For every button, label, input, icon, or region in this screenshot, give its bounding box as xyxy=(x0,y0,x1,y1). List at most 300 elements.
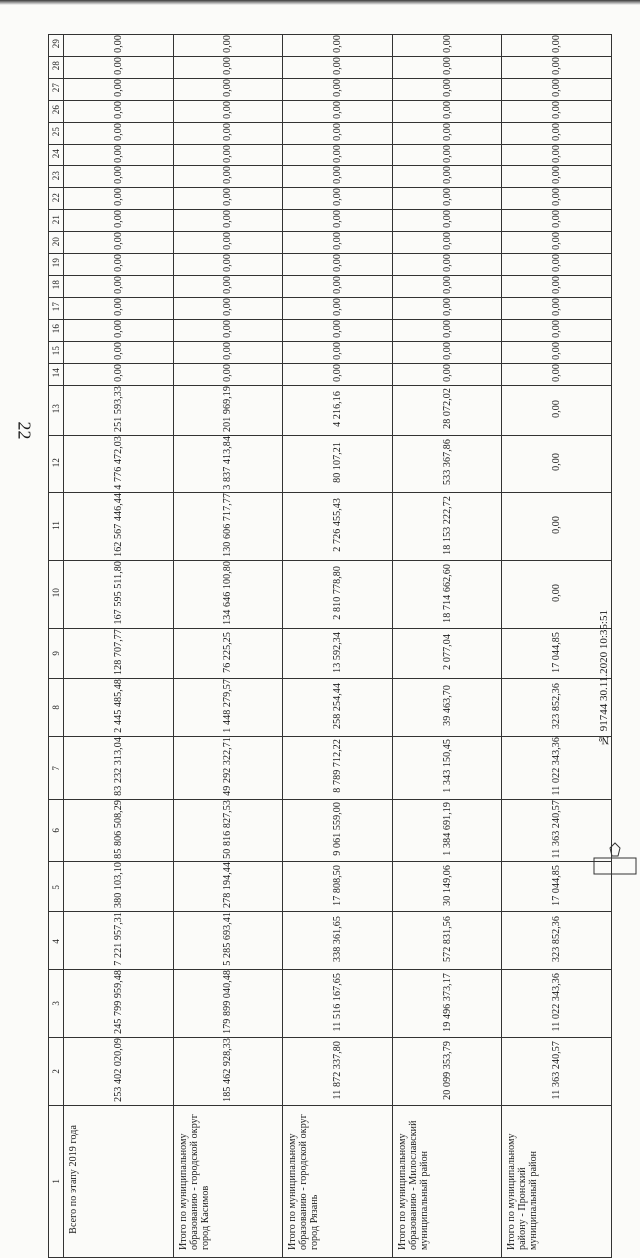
value-cell xyxy=(392,363,502,385)
value-cell xyxy=(64,210,174,232)
value-cell xyxy=(283,35,393,57)
value-text: 80 107,21 xyxy=(331,441,343,483)
value-text: 0,00 xyxy=(551,188,563,207)
table-row xyxy=(49,736,612,799)
value-text: 17 044,85 xyxy=(551,864,563,906)
value-text: 0,00 xyxy=(551,166,563,185)
value-text: 0,00 xyxy=(331,78,343,97)
value-text: 0,00 xyxy=(331,363,343,382)
value-cell xyxy=(173,144,283,166)
value-cell xyxy=(283,363,393,385)
column-number xyxy=(49,385,64,435)
value-cell xyxy=(502,254,612,276)
value-text: 9 061 559,00 xyxy=(331,802,343,856)
value-cell xyxy=(173,629,283,679)
value-text: 0,00 xyxy=(222,35,234,53)
value-text: 17 044,85 xyxy=(551,631,563,673)
column-number-label: 8 xyxy=(51,705,61,710)
column-number-label: 26 xyxy=(51,105,61,115)
value-cell xyxy=(283,862,393,912)
value-text: 0,00 xyxy=(441,275,453,294)
table-row xyxy=(49,435,612,493)
value-cell xyxy=(64,799,174,862)
column-number-label: 24 xyxy=(51,148,61,159)
value-cell xyxy=(173,435,283,493)
table-row xyxy=(49,799,612,862)
value-cell xyxy=(502,736,612,799)
column-number xyxy=(49,210,64,232)
value-text: 162 567 446,44 xyxy=(112,493,124,558)
value-cell xyxy=(392,78,502,100)
value-cell xyxy=(173,35,283,57)
value-text: 0,00 xyxy=(331,275,343,294)
value-text: 0,00 xyxy=(112,232,124,251)
value-cell xyxy=(502,679,612,737)
table-row xyxy=(49,319,612,341)
row-label-cell xyxy=(392,1105,502,1257)
value-cell xyxy=(173,122,283,144)
value-text: 0,00 xyxy=(551,341,563,360)
value-cell xyxy=(64,435,174,493)
value-cell xyxy=(502,561,612,629)
value-cell xyxy=(64,970,174,1038)
value-cell xyxy=(283,188,393,210)
value-text: 0,00 xyxy=(551,275,563,294)
value-cell xyxy=(283,799,393,862)
value-text: 0,00 xyxy=(222,188,234,207)
table-row xyxy=(49,970,612,1038)
value-text: 3 837 413,84 xyxy=(222,435,234,490)
table-row xyxy=(49,363,612,385)
value-cell xyxy=(502,319,612,341)
value-text: 83 232 313,04 xyxy=(112,736,124,796)
table-row xyxy=(49,232,612,254)
column-number xyxy=(49,629,64,679)
value-text: 17 808,50 xyxy=(331,864,343,906)
value-text: 380 103,10 xyxy=(112,862,124,909)
value-text: 0,00 xyxy=(112,297,124,316)
column-number xyxy=(49,493,64,561)
column-number xyxy=(49,862,64,912)
value-cell xyxy=(173,363,283,385)
value-cell xyxy=(392,210,502,232)
value-cell xyxy=(502,1037,612,1105)
column-number xyxy=(49,232,64,254)
value-cell xyxy=(173,232,283,254)
value-text: 0,00 xyxy=(112,275,124,294)
table-row xyxy=(49,385,612,435)
column-number xyxy=(49,122,64,144)
value-cell xyxy=(283,435,393,493)
row-label: Итого по муниципальному образованию - городской округ город Рязань xyxy=(287,1113,321,1250)
value-cell xyxy=(502,435,612,493)
value-text: 0,00 xyxy=(441,210,453,229)
column-number-label: 7 xyxy=(51,765,61,771)
column-number-label: 13 xyxy=(51,403,61,414)
value-cell xyxy=(173,341,283,363)
table-row xyxy=(49,35,612,57)
value-text: 13 592,34 xyxy=(331,631,343,673)
row-label: Итого по муниципальному району - Пронский муниципальный район xyxy=(506,1133,540,1250)
budget-table xyxy=(48,34,612,1250)
column-number xyxy=(49,561,64,629)
value-cell xyxy=(173,297,283,319)
value-cell xyxy=(283,275,393,297)
column-number xyxy=(49,912,64,970)
column-number xyxy=(49,736,64,799)
value-text: 0,00 xyxy=(222,297,234,316)
value-text: 0,00 xyxy=(331,319,343,338)
value-cell xyxy=(283,629,393,679)
table-row xyxy=(49,493,612,561)
value-text: 0,00 xyxy=(441,341,453,360)
value-text: 0,00 xyxy=(551,399,563,418)
value-text: 0,00 xyxy=(112,144,124,163)
column-number-label: 22 xyxy=(51,192,61,202)
row-label-cell xyxy=(502,1105,612,1257)
value-cell xyxy=(64,493,174,561)
column-number xyxy=(49,56,64,78)
value-text: 0,00 xyxy=(551,319,563,338)
column-number xyxy=(49,435,64,493)
value-text: 0,00 xyxy=(441,319,453,338)
value-text: 0,00 xyxy=(222,275,234,294)
value-cell xyxy=(392,736,502,799)
value-text: 0,00 xyxy=(331,210,343,229)
value-cell xyxy=(283,561,393,629)
value-text: 0,00 xyxy=(441,297,453,316)
table-row xyxy=(49,100,612,122)
value-text: 0,00 xyxy=(441,232,453,251)
column-number-label: 19 xyxy=(51,258,61,268)
value-text: 5 285 693,41 xyxy=(222,912,234,967)
value-text: 201 969,19 xyxy=(222,385,234,432)
value-text: 134 646 100,80 xyxy=(222,561,234,626)
value-cell xyxy=(283,736,393,799)
value-cell xyxy=(173,1037,283,1105)
value-text: 11 022 343,36 xyxy=(551,736,563,796)
value-text: 533 367,86 xyxy=(441,439,453,486)
value-cell xyxy=(502,56,612,78)
table-row xyxy=(49,144,612,166)
value-text: 0,00 xyxy=(551,297,563,316)
column-number-label: 29 xyxy=(51,39,61,49)
value-cell xyxy=(392,862,502,912)
value-cell xyxy=(392,35,502,57)
value-cell xyxy=(283,144,393,166)
value-text: 20 099 353,79 xyxy=(441,1040,453,1100)
value-cell xyxy=(64,122,174,144)
value-cell xyxy=(283,319,393,341)
stamp-emblem-icon xyxy=(590,840,640,878)
value-cell xyxy=(283,254,393,276)
value-text: 338 361,65 xyxy=(331,916,343,963)
value-text: 0,00 xyxy=(331,56,343,75)
table-row xyxy=(49,1037,612,1105)
value-text: 39 463,70 xyxy=(441,685,453,727)
value-cell xyxy=(392,232,502,254)
value-text: 0,00 xyxy=(331,254,343,272)
column-number-label: 28 xyxy=(51,61,61,71)
value-cell xyxy=(64,35,174,57)
value-cell xyxy=(283,166,393,188)
value-text: 0,00 xyxy=(551,453,563,472)
table-row xyxy=(49,679,612,737)
value-text: 323 852,36 xyxy=(551,916,563,963)
value-cell xyxy=(173,736,283,799)
registration-stamp xyxy=(590,840,640,878)
table-row xyxy=(49,56,612,78)
column-number xyxy=(49,970,64,1038)
table-row xyxy=(49,561,612,629)
table-row xyxy=(49,188,612,210)
value-cell xyxy=(64,341,174,363)
column-number-label: 12 xyxy=(51,457,61,467)
value-cell xyxy=(283,679,393,737)
value-text: 0,00 xyxy=(441,166,453,185)
table-row xyxy=(49,629,612,679)
value-cell xyxy=(502,385,612,435)
value-cell xyxy=(502,35,612,57)
column-number-label: 1 xyxy=(51,1179,61,1184)
column-number-label: 3 xyxy=(51,1001,61,1006)
value-text: 0,00 xyxy=(222,56,234,75)
value-text: 0,00 xyxy=(112,319,124,338)
column-number xyxy=(49,35,64,57)
value-cell xyxy=(64,363,174,385)
value-cell xyxy=(502,275,612,297)
value-text: 167 595 511,80 xyxy=(112,561,124,625)
value-cell xyxy=(283,122,393,144)
value-cell xyxy=(392,435,502,493)
value-cell xyxy=(173,385,283,435)
value-text: 4 216,16 xyxy=(331,390,343,427)
value-cell xyxy=(283,912,393,970)
value-text: 0,00 xyxy=(222,166,234,185)
value-text: 130 606 717,77 xyxy=(222,493,234,558)
row-label-cell xyxy=(173,1105,283,1257)
value-text: 0,00 xyxy=(112,78,124,97)
value-text: 0,00 xyxy=(331,188,343,207)
value-text: 0,00 xyxy=(222,254,234,272)
value-cell xyxy=(392,493,502,561)
value-cell xyxy=(392,912,502,970)
value-cell xyxy=(502,210,612,232)
page-number: 22 xyxy=(14,421,35,440)
table-row xyxy=(49,912,612,970)
value-text: 2 445 485,48 xyxy=(112,679,124,733)
value-text: 1 384 691,19 xyxy=(441,802,453,856)
value-cell xyxy=(173,254,283,276)
value-cell xyxy=(283,78,393,100)
value-text: 0,00 xyxy=(222,78,234,97)
value-text: 251 593,33 xyxy=(112,385,124,432)
value-cell xyxy=(283,297,393,319)
value-cell xyxy=(283,56,393,78)
value-text: 0,00 xyxy=(441,144,453,163)
table-row xyxy=(49,78,612,100)
value-cell xyxy=(64,254,174,276)
value-text: 0,00 xyxy=(441,254,453,272)
value-cell xyxy=(502,493,612,561)
value-text: 0,00 xyxy=(112,188,124,207)
value-cell xyxy=(283,341,393,363)
value-text: 0,00 xyxy=(551,254,563,272)
value-cell xyxy=(392,799,502,862)
value-cell xyxy=(502,970,612,1038)
value-cell xyxy=(283,1037,393,1105)
value-text: 4 776 472,03 xyxy=(112,435,124,490)
value-cell xyxy=(392,1037,502,1105)
value-cell xyxy=(283,970,393,1038)
value-text: 0,00 xyxy=(331,122,343,141)
value-text: 2 726 455,43 xyxy=(331,498,343,552)
column-number xyxy=(49,297,64,319)
value-text: 0,00 xyxy=(331,341,343,360)
value-text: 0,00 xyxy=(222,319,234,338)
column-number-label: 4 xyxy=(51,938,61,944)
value-text: 0,00 xyxy=(441,363,453,382)
value-cell xyxy=(502,232,612,254)
value-cell xyxy=(392,166,502,188)
value-cell xyxy=(173,493,283,561)
value-text: 0,00 xyxy=(551,584,563,603)
value-cell xyxy=(64,78,174,100)
row-label: Итого по муниципальному образованию - городской округ город Касимов xyxy=(177,1113,211,1250)
value-cell xyxy=(64,144,174,166)
column-number xyxy=(49,275,64,297)
column-number-label: 2 xyxy=(51,1069,61,1074)
column-number-label: 17 xyxy=(51,302,61,312)
value-text: 185 462 928,33 xyxy=(222,1037,234,1102)
value-cell xyxy=(502,166,612,188)
row-label-cell xyxy=(283,1105,393,1257)
value-text: 7 221 957,31 xyxy=(112,912,124,967)
value-text: 0,00 xyxy=(331,297,343,316)
value-cell xyxy=(392,275,502,297)
row-label: Всего по этапу 2019 года xyxy=(68,1125,79,1235)
value-cell xyxy=(283,493,393,561)
value-cell xyxy=(392,679,502,737)
table-row xyxy=(49,210,612,232)
value-text: 50 816 827,53 xyxy=(222,799,234,859)
value-text: 0,00 xyxy=(222,232,234,251)
registration-stamp-text: № 91744 30.11.2020 10:35:51 xyxy=(598,610,610,746)
value-text: 8 789 712,22 xyxy=(331,739,343,793)
value-text: 11 872 337,80 xyxy=(331,1040,343,1100)
value-text: 0,00 xyxy=(551,78,563,97)
value-text: 19 496 373,17 xyxy=(441,972,453,1032)
value-cell xyxy=(502,341,612,363)
value-text: 0,00 xyxy=(112,56,124,75)
value-cell xyxy=(283,385,393,435)
value-cell xyxy=(173,319,283,341)
value-cell xyxy=(64,275,174,297)
value-cell xyxy=(392,122,502,144)
value-cell xyxy=(64,679,174,737)
value-text: 0,00 xyxy=(331,166,343,185)
value-cell xyxy=(392,56,502,78)
value-text: 0,00 xyxy=(551,144,563,163)
value-cell xyxy=(64,100,174,122)
column-number xyxy=(49,100,64,122)
value-text: 0,00 xyxy=(441,100,453,119)
column-number xyxy=(49,166,64,188)
column-number-label: 23 xyxy=(51,170,61,180)
value-cell xyxy=(392,254,502,276)
table-row xyxy=(49,122,612,144)
value-text: 18 714 662,60 xyxy=(441,563,453,623)
column-number-label: 21 xyxy=(51,214,61,224)
scan-edge xyxy=(0,0,640,5)
value-text: 76 225,25 xyxy=(222,631,234,673)
value-text: 49 292 322,71 xyxy=(222,736,234,796)
value-cell xyxy=(392,629,502,679)
value-text: 0,00 xyxy=(551,56,563,75)
value-text: 0,00 xyxy=(112,341,124,360)
value-text: 0,00 xyxy=(112,210,124,229)
table-row xyxy=(49,1105,612,1257)
column-number-label: 18 xyxy=(51,280,61,290)
value-cell xyxy=(173,210,283,232)
row-label: Итого по муниципальному образованию - Милославский муниципальный район xyxy=(396,1120,430,1250)
value-text: 0,00 xyxy=(222,210,234,229)
value-text: 0,00 xyxy=(112,122,124,141)
value-text: 0,00 xyxy=(222,341,234,360)
value-text: 1 448 279,57 xyxy=(222,679,234,733)
value-text: 0,00 xyxy=(441,56,453,75)
value-cell xyxy=(173,561,283,629)
column-number xyxy=(49,319,64,341)
column-number xyxy=(49,799,64,862)
column-number xyxy=(49,1037,64,1105)
value-text: 179 899 040,48 xyxy=(222,970,234,1034)
column-number xyxy=(49,341,64,363)
value-cell xyxy=(173,166,283,188)
value-cell xyxy=(173,275,283,297)
value-cell xyxy=(392,385,502,435)
value-cell xyxy=(173,188,283,210)
row-label-cell xyxy=(64,1105,174,1257)
value-text: 0,00 xyxy=(112,363,124,382)
value-text: 0,00 xyxy=(551,232,563,251)
value-text: 1 343 150,45 xyxy=(441,739,453,793)
value-text: 0,00 xyxy=(331,35,343,53)
table-row xyxy=(49,166,612,188)
value-text: 0,00 xyxy=(112,166,124,185)
value-text: 18 153 222,72 xyxy=(441,495,453,555)
column-number xyxy=(49,1105,64,1257)
value-cell xyxy=(173,78,283,100)
column-number-label: 25 xyxy=(51,126,61,137)
value-cell xyxy=(392,144,502,166)
value-text: 258 254,44 xyxy=(331,682,343,729)
value-text: 0,00 xyxy=(331,144,343,163)
value-text: 0,00 xyxy=(222,122,234,141)
value-text: 0,00 xyxy=(112,254,124,272)
value-cell xyxy=(392,319,502,341)
value-cell xyxy=(64,629,174,679)
value-cell xyxy=(173,912,283,970)
column-number-label: 20 xyxy=(51,236,61,246)
value-cell xyxy=(173,862,283,912)
value-cell xyxy=(64,561,174,629)
value-cell xyxy=(283,210,393,232)
value-text: 0,00 xyxy=(441,78,453,97)
column-number xyxy=(49,78,64,100)
column-number xyxy=(49,363,64,385)
value-cell xyxy=(502,144,612,166)
